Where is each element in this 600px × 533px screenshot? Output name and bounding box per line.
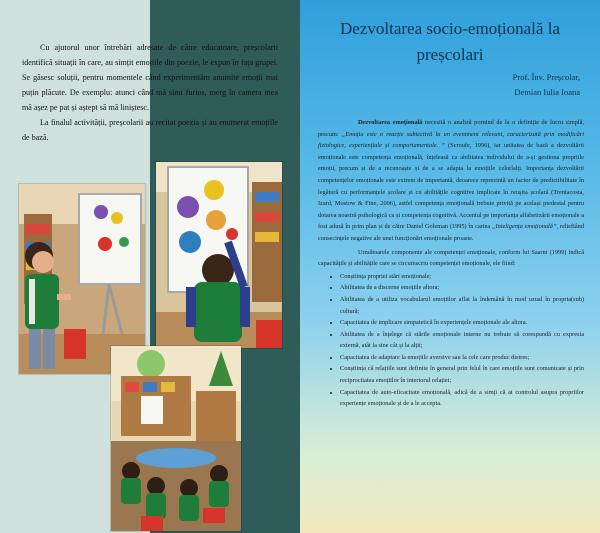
left-text-block [22,40,278,145]
left-paragraph-2: La finalul activității, preșcolarii au recitat poezia și au enumerat emoțiile de bază. [22,118,278,142]
list-item: • Abilitatea de a discerne emoțiile altora; [340,282,584,294]
list-item: • Conștiința propriei stări emoționale; [340,271,584,283]
list-item: • Abilitatea de a utiliza vocabularul emoțiilor aflat la îndemână în mod uzual în propria(sub) cultură; [340,294,584,317]
article-body [318,117,584,410]
list-item: • Capacitatea de auto-eficacitate emoțională, adică de a simți că ai controlul asupra propriilor experiențe emoționale și de a le accepta. [340,387,584,410]
text-segment: (Scroufe, 1996), iar unitatea de bază a dezvoltării emoționale este competența emoțională, înțeleasă ca abilitatea individului de a-și gestiona propriile emoții, precum și de a recunoaște și de a se adapta la emoțiile celorlalți. Importanța dezvoltării competențelor emoționale este extrem de importantă, deoarece reprezintă un factor de predictibilitate în legătură cu performanțele școlare și cu abilitățile cognitive implicate în reușita școlară (Trentacosta, Izard, Mostow & Fine, 2006), astfel competența emoțională trebuie privită pe același piedestal pentru dotarea noastră psihologică ca și competența cognitivă. Accentul pe importanța alfabetizării emoționale a fost adusă în prim plan și de către Daniel Goleman (1995) în cartea [318,142,584,231]
photo-child-pointing [155,161,283,349]
author-block [513,70,580,100]
left-paragraph-1: Cu ajutorul unor întrebări adresate de către educatoare, preșcolarii identifică situații în care, au simțit emoțiile din poezie, le expun în fața grupei. Se găsesc soluții, pentru momentele când experimentăm anumite emoții mai puțin plăcute. De exemplu: atunci când mă simt furios, merg în camera mea mă așez pe pat și aștept să mă liniștesc. [22,43,278,112]
article-title: Dezvoltarea socio-emoțională la preșcolari [340,19,560,64]
list-item: • Capacitatea de adaptare la emoțiile aversive sau la cele care produc distres; [340,352,584,364]
photo-group-of-children [110,345,242,532]
list-item: • Capacitatea de implicare simpatetică în experiențele emoționale ale altora. [340,317,584,329]
list-item: • Abilitatea de a înțelege că stările emoționale interne nu trebuie să corespundă cu expresia externă, atât la sine cât și la alții; [340,329,584,352]
article-paragraph-2: Următoarele componente ale competenței emoționale, conform lui Saarni (1999) indică capacitățile și abilitățile care se circumscriu competenței emoționale, ele fiind: [318,248,584,268]
text-segment: , relieftând consecințele negative ale unei funcționări emoționale proaste. [318,223,584,242]
article-paragraph-1 [318,117,584,245]
definition-quote: „Emoția este o reacție subiectivă la un eveniment relevant, caracterizată prin modificări fiziologice, experiențiale și comportamentale. ” [318,130,584,150]
competence-list [318,271,584,410]
author-role: Prof. Înv. Preșcolar, [512,72,580,82]
list-item: • Conștiința că relațiile sunt definite în general prin felul în care emoțiile sunt comunicate și prin reciprocitatea emoțiilor în interiorul relației; [340,363,584,386]
author-name: Demian Iulia Ioana [514,87,580,97]
text-segment: necesită o analiză pornind de la o definiție de lucru simplă, precum: [318,119,585,138]
term-emotional-development: Dezvoltarea emoțională [358,119,423,126]
book-title: „Inteligența emoțională” [492,223,557,231]
